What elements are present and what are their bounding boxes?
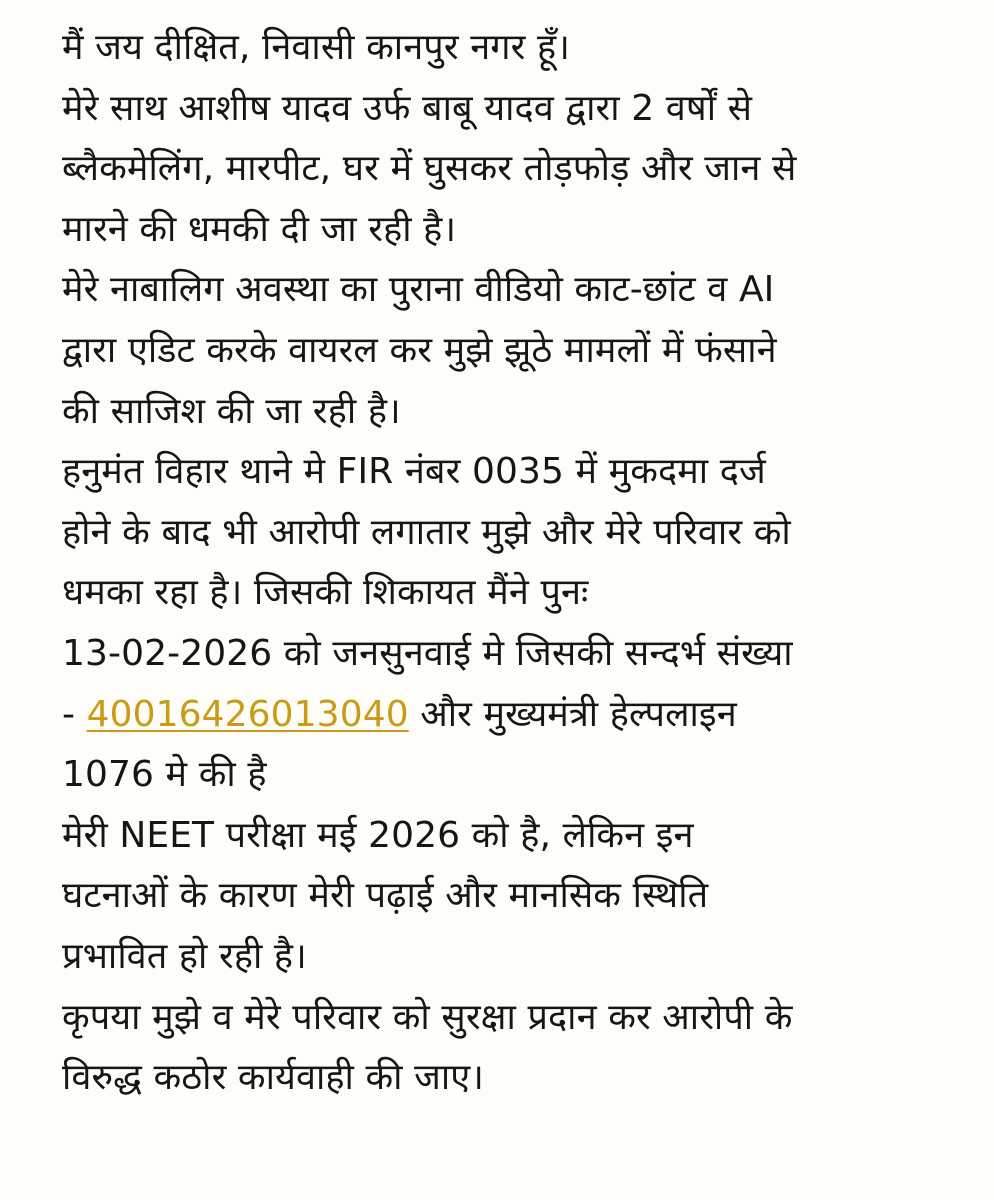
text-line: धमका रहा है। जिसकी शिकायत मैंने पुनः [62, 572, 589, 614]
text-line: 13-02-2026 को जनसुनवाई मे जिसकी सन्दर्भ संख्या [62, 632, 793, 674]
text-line: मेरे नाबालिग अवस्था का पुराना वीडियो काट-छांट व AI [62, 269, 775, 311]
reference-number-link[interactable]: 40016426013040 [86, 693, 409, 735]
text-line: मेरी NEET परीक्षा मई 2026 को है, लेकिन इन [62, 814, 694, 856]
text-line: 1076 मे की है [62, 754, 267, 796]
text-line: ब्लैकमेलिंग, मारपीट, घर में घुसकर तोड़फोड़ और जान से [62, 148, 797, 190]
text-line: की साजिश की जा रही है। [62, 390, 401, 432]
text-line: कृपया मुझे व मेरे परिवार को सुरक्षा प्रदान कर आरोपी के [62, 996, 793, 1038]
text-line: मेरे साथ आशीष यादव उर्फ बाबू यादव द्वारा 2 वर्षों से [62, 87, 753, 129]
text-line: हनुमंत विहार थाने मे FIR नंबर 0035 में मुकदमा दर्ज [62, 451, 766, 493]
text-line: प्रभावित हो रही है। [62, 935, 307, 977]
text-line: मारने की धमकी दी जा रही है। [62, 208, 457, 250]
text-line: विरुद्ध कठोर कार्यवाही की जाए। [62, 1057, 485, 1099]
text-line: द्वारा एडिट करके वायरल कर मुझे झूठे मामलों में फंसाने [62, 329, 777, 371]
text-line: घटनाओं के कारण मेरी पढ़ाई और मानसिक स्थिति [62, 875, 709, 917]
text-line: होने के बाद भी आरोपी लगातार मुझे और मेरे परिवार को [62, 511, 791, 553]
reference-suffix: और मुख्यमंत्री हेल्पलाइन [408, 693, 737, 735]
reference-line [62, 685, 954, 746]
reference-prefix: - [62, 693, 87, 735]
text-line: मैं जय दीक्षित, निवासी कानपुर नगर हूँ। [62, 27, 570, 68]
